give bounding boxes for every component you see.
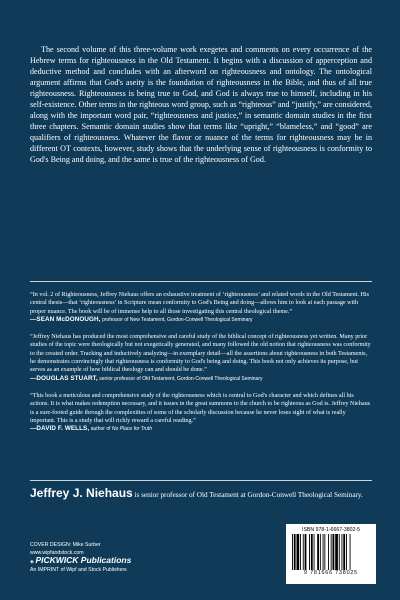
publisher-website: www.wipfandstock.com (30, 549, 84, 556)
endorser-name: —SEAN McDONOUGH, (30, 315, 101, 323)
cover-design-credit: COVER DESIGN: Mike Surber (30, 542, 101, 548)
endorsement-text: “This book a meticulous and comprehensive study of the righteousness which is central to God's character and which defines all his actions. It is what makes redemption necessary, and it issues in the great summons to the church to be righteous as God is. Jeffrey Niehaus is a sure-footed guide through the complexities of some of the scholarly discussion because he never loses sight of what is really important. This is a study that will richly reward a careful reading.” (30, 392, 371, 424)
endorsement-attribution (30, 425, 372, 433)
divider-top (30, 281, 372, 282)
author-bio (30, 488, 372, 500)
author-name: Jeffrey J. Niehaus (30, 486, 133, 500)
endorsement-attribution (30, 316, 372, 324)
barcode-digits: 9 781666 738025 (304, 570, 358, 576)
endorsement-3 (30, 392, 372, 433)
publisher-logo (30, 557, 131, 567)
publisher-credits (30, 542, 131, 574)
endorser-name: —DAVID F. WELLS, (30, 425, 90, 433)
publisher-name: PICKWICK Publications (35, 555, 132, 566)
endorsement-text: “Jeffrey Niehaus has produced the most comprehensive and careful study of the biblical concept of righteousness yet written. Many prior studies of the topic were theologically but not exegetically generated, and many followed the old notion that righteousness was conformity to the created order. Tracking and inductively analyzing—in exemplary detail—all the assertions about righteousness in both Testaments, he demonstrates convincingly that righteousness is conformity to God's being and doing. This book not only achieves its purpose, but serves as an example of how biblical theology can and should be done.” (30, 334, 371, 374)
endorser-title: senior professor of Old Testament, Gordon-Conwell Theological Seminary (99, 375, 263, 382)
endorsements (30, 291, 372, 442)
endorser-title: professor of New Testament, Gordon-Conwell Theological Seminary (102, 316, 253, 323)
description-text: The second volume of this three-volume work exegetes and comments on every occurrence of the Hebrew terms for righteousness in the Old Testament. It begins with a discussion of apperception and deductive method and concludes with an afterword on righteousness and ontology. The ontological argument affirms that God's aseity is the foundation of righteousness in the Bible, and thus of all true righteousness. Righteousness is being true to God, and God is always true to himself, including in his self-existence. Other terms in the righteous word group, such as “righteous” and “justify,” are considered, along with the important word pair, “righteousness and justice,” in semantic domain studies in the first three chapters. Semantic domain studies show that terms like “upright,” “blameless,” and “good” are qualifiers of righteousness. Whatever the flavor or nuance of the terms for righteousness may be in different OT contexts, however, study shows that the underlying sense of righteousness is conformity to God's Being and doing, and the same is true of the righteousness of God. (30, 45, 373, 165)
endorsement-attribution (30, 375, 372, 383)
book-description (30, 44, 372, 166)
barcode-box (286, 524, 376, 584)
endorsement-text: “In vol. 2 of Righteousness, Jeffrey Niehaus offers an exhaustive treatment of ‘righteousness’ and related words in the Old Testament. His central thesis—that ‘righteousness’ in Scripture mean conformity to God's Being and doing—allows him to look at each passage with proper nuance. The book will be of immense help to all those investigating this central theological theme.” (30, 292, 369, 315)
author-bio-text: is senior professor of Old Testament at Gordon-Conwell Theological Seminary. (134, 491, 363, 499)
endorser-title (91, 426, 152, 432)
endorser-book-title: No Place for Truth (111, 426, 153, 433)
endorsement-1 (30, 291, 372, 324)
endorser-title-prefix: author of (90, 426, 111, 433)
publisher-imprint: An IMPRINT of Wipf and Stock Publishers (30, 566, 127, 573)
endorser-name: —DOUGLAS STUART, (30, 374, 98, 382)
divider-bottom (30, 480, 372, 481)
isbn-label: ISBN 978-1-6667-3802-5 (302, 527, 360, 533)
pickwick-logo-icon: ◈ (30, 559, 34, 566)
barcode-icon (290, 534, 372, 570)
endorsement-2 (30, 333, 372, 383)
